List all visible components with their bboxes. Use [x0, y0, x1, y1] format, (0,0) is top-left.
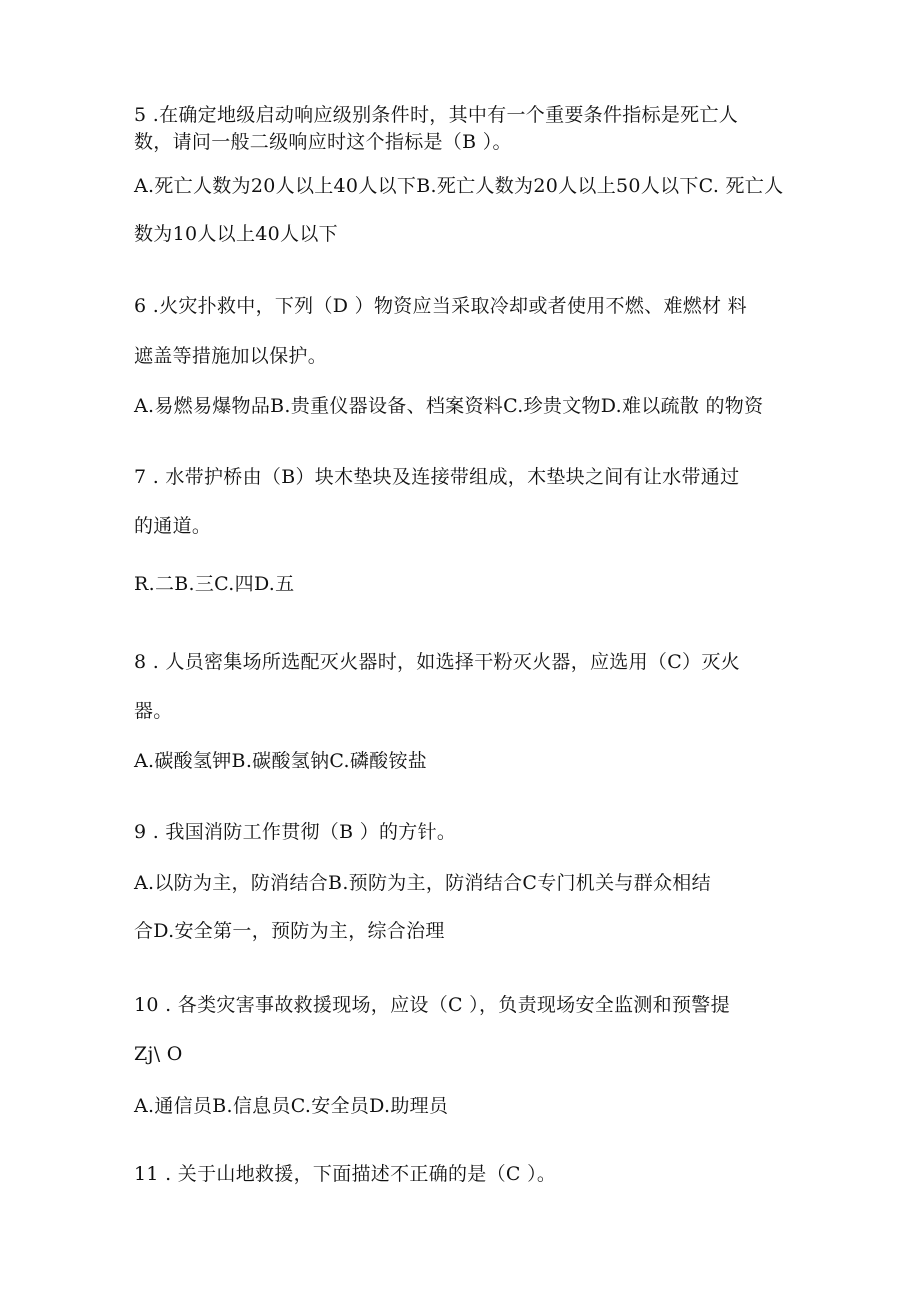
question-10-text-cont: Zj\ O	[134, 1043, 183, 1065]
question-5-options-cont: 数为10人以上40人以下	[134, 223, 338, 245]
question-11-text: 11 . 关于山地救援，下面描述不正确的是（C ）。	[134, 1163, 557, 1185]
question-7-text: 7 . 水带护桥由（B）块木垫块及连接带组成，木垫块之间有让水带通过	[134, 466, 740, 488]
question-9-options: A.以防为主，防消结合B.预防为主，防消结合C专门机关与群众相结	[134, 872, 711, 894]
question-6-text: 6 .火灾扑救中，下列（D ）物资应当采取冷却或者使用不燃、难燃材 料	[134, 295, 747, 317]
question-7-options: R.二B.三C.四D.五	[134, 573, 295, 595]
question-5-text-cont: 数，请问一般二级响应时这个指标是（B ）。	[134, 131, 512, 153]
question-8-text-cont: 器。	[134, 700, 173, 722]
question-9-options-cont: 合D.安全第一，预防为主，综合治理	[134, 920, 445, 942]
question-8-text: 8 . 人员密集场所选配灭火器时，如选择干粉灭火器，应选用（C）灭火	[134, 651, 740, 673]
question-8-options: A.碳酸氢钾B.碳酸氢钠C.磷酸铵盐	[134, 750, 428, 772]
question-10-options: A.通信员B.信息员C.安全员D.助理员	[134, 1095, 449, 1117]
question-5-options: A.死亡人数为20人以上40人以下B.死亡人数为20人以上50人以下C. 死亡人	[134, 175, 784, 197]
question-6-text-cont: 遮盖等措施加以保护。	[134, 345, 328, 367]
question-5-text: 5 .在确定地级启动响应级别条件时，其中有一个重要条件指标是死亡人	[134, 104, 739, 126]
question-6-options: A.易燃易爆物品B.贵重仪器设备、档案资料C.珍贵文物D.难以疏散 的物资	[134, 395, 764, 417]
question-7-text-cont: 的通道。	[134, 515, 212, 537]
question-10-text: 10 . 各类灾害事故救援现场，应设（C ），负责现场安全监测和预警提	[134, 994, 730, 1016]
question-9-text: 9 . 我国消防工作贯彻（B ）的方针。	[134, 821, 457, 843]
